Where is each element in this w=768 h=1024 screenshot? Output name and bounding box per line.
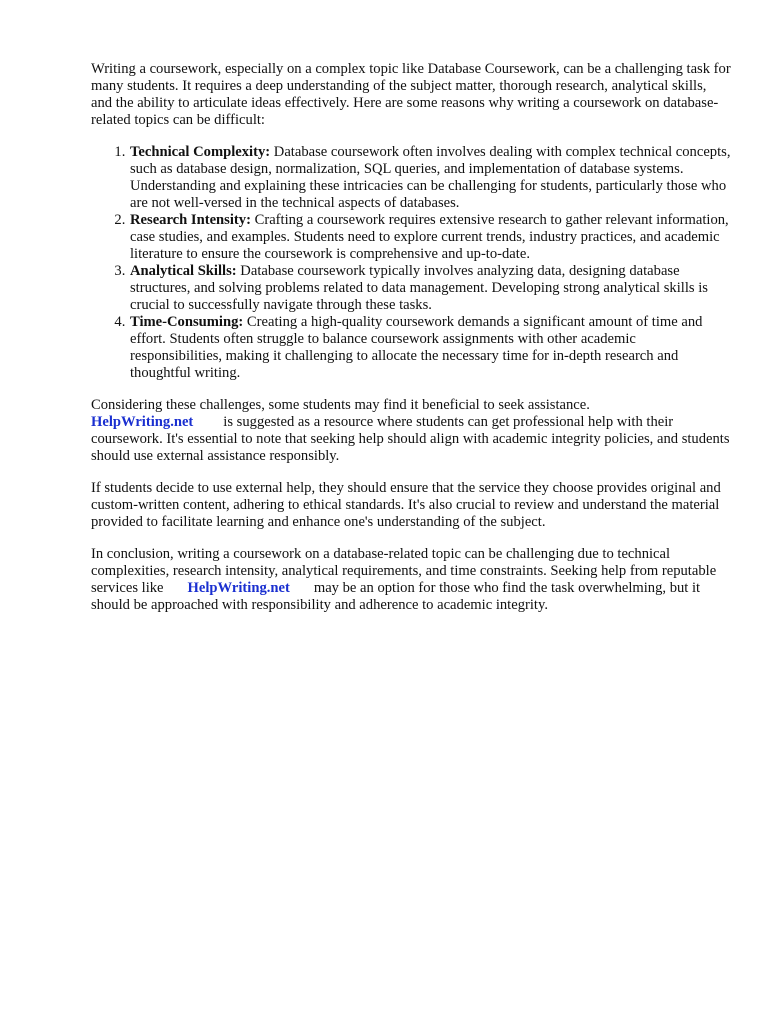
helpwriting-link[interactable]: HelpWriting.net bbox=[91, 414, 194, 430]
list-item bbox=[129, 144, 731, 212]
assistance-text-after: is suggested as a resource where students can get professional help with their coursework. It's essential to note that seeking help should align with academic integrity policies, and students should use external assistance responsibly. bbox=[91, 414, 730, 464]
assistance-paragraph bbox=[91, 397, 731, 465]
reasons-list bbox=[91, 144, 731, 382]
conclusion-text-after: may be an option for those who find the task overwhelming, but it should be approached with responsibility and adherence to academic integrity. bbox=[91, 580, 701, 613]
reason-text: Database coursework often involves dealing with complex technical concepts, such as database design, normalization, SQL queries, and implementation of database systems. Understanding and explaining these intricacies can be challenging for students, particularly those who are not well-versed in the technical aspects of databases. bbox=[130, 144, 731, 211]
reason-term: Analytical Skills: bbox=[130, 263, 237, 279]
helpwriting-link-conclusion[interactable]: HelpWriting.net bbox=[187, 580, 290, 596]
list-item bbox=[129, 212, 731, 263]
document-page bbox=[91, 61, 731, 629]
list-item bbox=[129, 314, 731, 382]
list-item bbox=[129, 263, 731, 314]
reason-text: Creating a high-quality coursework demands a significant amount of time and effort. Students often struggle to balance coursework assignments with other academic responsibilities, making it challenging to allocate the necessary time for in-depth research and thoughtful writing. bbox=[130, 314, 703, 381]
conclusion-text-before: In conclusion, writing a coursework on a database-related topic can be challenging due to technical complexities, research intensity, analytical requirements, and time constraints. Seeking help from reputable services like bbox=[91, 546, 717, 596]
reason-text: Crafting a coursework requires extensive research to gather relevant information, case studies, and examples. Students need to explore current trends, industry practices, and academic literature to ensure the coursework is comprehensive and up-to-date. bbox=[130, 212, 729, 262]
reason-term: Time-Consuming: bbox=[130, 314, 244, 330]
reason-text: Database coursework typically involves analyzing data, designing database structures, and solving problems related to data management. Developing strong analytical skills is crucial to successfully navigate through these tasks. bbox=[130, 263, 708, 313]
conclusion-paragraph bbox=[91, 546, 731, 614]
intro-paragraph: Writing a coursework, especially on a complex topic like Database Coursework, can be a challenging task for many students. It requires a deep understanding of the subject matter, thorough research, analytical skills, and the ability to articulate ideas effectively. Here are some reasons why writing a coursework on database-related topics can be difficult: bbox=[91, 61, 731, 128]
external-help-paragraph: If students decide to use external help, they should ensure that the service they choose provides original and custom-written content, adhering to ethical standards. It's also crucial to review and understand the material provided to facilitate learning and enhance one's understanding of the subject. bbox=[91, 480, 721, 530]
reason-term: Technical Complexity: bbox=[130, 144, 271, 160]
reason-term: Research Intensity: bbox=[130, 212, 251, 228]
assistance-text-before: Considering these challenges, some students may find it beneficial to seek assistance. bbox=[91, 397, 590, 413]
